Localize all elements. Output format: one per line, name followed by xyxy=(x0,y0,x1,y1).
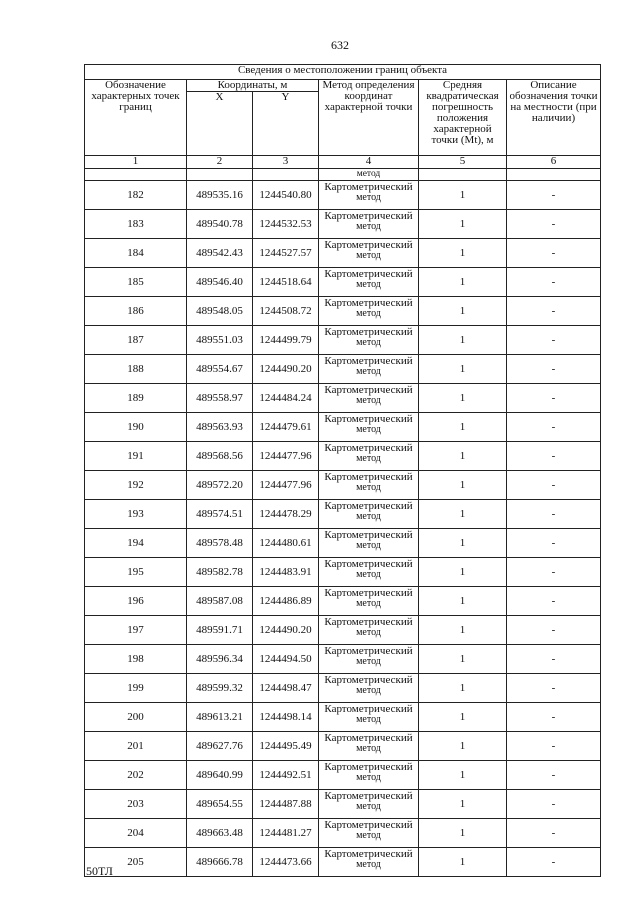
method-line-1: Картометрический xyxy=(324,239,413,251)
coord-x: 489546.40 xyxy=(187,268,253,297)
method xyxy=(319,703,419,732)
mean-error: 1 xyxy=(419,413,507,442)
method xyxy=(319,761,419,790)
method-line-2: метод xyxy=(356,279,381,290)
table-row xyxy=(85,529,601,558)
mean-error: 1 xyxy=(419,471,507,500)
mean-error: 1 xyxy=(419,239,507,268)
coord-y: 1244490.20 xyxy=(253,355,319,384)
point-number: 189 xyxy=(85,384,187,413)
method-line-2: метод xyxy=(356,627,381,638)
column-number: 1 xyxy=(85,156,187,169)
method xyxy=(319,210,419,239)
mean-error: 1 xyxy=(419,819,507,848)
method xyxy=(319,384,419,413)
coord-x: 489542.43 xyxy=(187,239,253,268)
method xyxy=(319,848,419,877)
point-description: - xyxy=(507,181,601,210)
mean-error: 1 xyxy=(419,181,507,210)
method-line-2: метод xyxy=(356,598,381,609)
point-description: - xyxy=(507,587,601,616)
coord-y: 1244484.24 xyxy=(253,384,319,413)
mean-error: 1 xyxy=(419,790,507,819)
coord-x: 489663.48 xyxy=(187,819,253,848)
table-row xyxy=(85,268,601,297)
point-number: 205 xyxy=(85,848,187,877)
method xyxy=(319,500,419,529)
mean-error: 1 xyxy=(419,732,507,761)
point-number: 197 xyxy=(85,616,187,645)
page-number: 632 xyxy=(331,38,349,52)
point-number: 192 xyxy=(85,471,187,500)
coord-x: 489591.71 xyxy=(187,616,253,645)
coord-y: 1244486.89 xyxy=(253,587,319,616)
method-line-1: Картометрический xyxy=(324,500,413,512)
method xyxy=(319,529,419,558)
mean-error: 1 xyxy=(419,210,507,239)
coord-y: 1244532.53 xyxy=(253,210,319,239)
method-line-2: метод xyxy=(356,743,381,754)
mean-error: 1 xyxy=(419,674,507,703)
table-row xyxy=(85,761,601,790)
coord-y: 1244473.66 xyxy=(253,848,319,877)
method-line-1: Картометрический xyxy=(324,848,413,860)
table-row xyxy=(85,239,601,268)
coord-x: 489554.67 xyxy=(187,355,253,384)
header-x: X xyxy=(187,92,253,156)
point-number: 195 xyxy=(85,558,187,587)
point-description: - xyxy=(507,355,601,384)
coord-x: 489548.05 xyxy=(187,297,253,326)
method xyxy=(319,413,419,442)
point-number: 202 xyxy=(85,761,187,790)
method-line-1: Картометрический xyxy=(324,268,413,280)
point-description: - xyxy=(507,558,601,587)
header-point-designation: Обозначение характерных точек границ xyxy=(85,80,187,156)
method xyxy=(319,471,419,500)
boundary-points-table xyxy=(84,64,601,877)
coord-y: 1244477.96 xyxy=(253,442,319,471)
method-line-2: метод xyxy=(356,308,381,319)
method-line-1: Картометрический xyxy=(324,819,413,831)
coord-y: 1244498.47 xyxy=(253,674,319,703)
method xyxy=(319,558,419,587)
method-line-2: метод xyxy=(356,685,381,696)
footer-code: 50ТЛ xyxy=(86,864,113,878)
table-row xyxy=(85,471,601,500)
coord-x: 489613.21 xyxy=(187,703,253,732)
method-line-1: Картометрический xyxy=(324,558,413,570)
coord-x: 489574.51 xyxy=(187,500,253,529)
point-description: - xyxy=(507,732,601,761)
header-method: Метод определения координат характерной точки xyxy=(319,80,419,156)
coord-x: 489572.20 xyxy=(187,471,253,500)
mean-error: 1 xyxy=(419,761,507,790)
method xyxy=(319,674,419,703)
table-row xyxy=(85,587,601,616)
method-line-2: метод xyxy=(356,714,381,725)
coord-y: 1244518.64 xyxy=(253,268,319,297)
table-title: Сведения о местоположении границ объекта xyxy=(85,65,601,80)
point-description: - xyxy=(507,210,601,239)
point-number: 187 xyxy=(85,326,187,355)
coord-y: 1244527.57 xyxy=(253,239,319,268)
column-number: 5 xyxy=(419,156,507,169)
point-number: 196 xyxy=(85,587,187,616)
method-line-1: Картометрический xyxy=(324,790,413,802)
method-line-1: Картометрический xyxy=(324,326,413,338)
point-description: - xyxy=(507,645,601,674)
method-line-1: Картометрический xyxy=(324,442,413,454)
coord-x: 489627.76 xyxy=(187,732,253,761)
table-row xyxy=(85,819,601,848)
coord-x: 489582.78 xyxy=(187,558,253,587)
coord-x: 489599.32 xyxy=(187,674,253,703)
coord-x: 489654.55 xyxy=(187,790,253,819)
coord-x: 489568.56 xyxy=(187,442,253,471)
mean-error: 1 xyxy=(419,848,507,877)
method-line-2: метод xyxy=(356,337,381,348)
mean-error: 1 xyxy=(419,645,507,674)
table-row xyxy=(85,616,601,645)
point-description: - xyxy=(507,790,601,819)
method-line-1: Картометрический xyxy=(324,471,413,483)
mean-error: 1 xyxy=(419,384,507,413)
method-line-1: Картометрический xyxy=(324,529,413,541)
method xyxy=(319,297,419,326)
table-row xyxy=(85,297,601,326)
point-number: 204 xyxy=(85,819,187,848)
coord-y: 1244481.27 xyxy=(253,819,319,848)
method-line-2: метод xyxy=(356,656,381,667)
method-line-1: Картометрический xyxy=(324,645,413,657)
header-coordinates: Координаты, м xyxy=(187,80,319,92)
table-row xyxy=(85,703,601,732)
column-number: 6 xyxy=(507,156,601,169)
point-description: - xyxy=(507,326,601,355)
point-description: - xyxy=(507,616,601,645)
method xyxy=(319,616,419,645)
point-number: 198 xyxy=(85,645,187,674)
point-number: 201 xyxy=(85,732,187,761)
header-description: Описание обозначения точки на местности (при наличии) xyxy=(507,80,601,156)
column-number: 4 xyxy=(319,156,419,169)
method-line-1: Картометрический xyxy=(324,210,413,222)
coord-x: 489578.48 xyxy=(187,529,253,558)
coord-y: 1244494.50 xyxy=(253,645,319,674)
method-line-2: метод xyxy=(356,540,381,551)
coord-y: 1244478.29 xyxy=(253,500,319,529)
method-line-1: Картометрический xyxy=(324,616,413,628)
column-number: 3 xyxy=(253,156,319,169)
header-y: Y xyxy=(253,92,319,156)
point-number: 199 xyxy=(85,674,187,703)
method-line-2: метод xyxy=(356,221,381,232)
method xyxy=(319,587,419,616)
mean-error: 1 xyxy=(419,442,507,471)
table-row xyxy=(85,384,601,413)
table-row xyxy=(85,645,601,674)
column-number: 2 xyxy=(187,156,253,169)
method-line-1: Картометрический xyxy=(324,297,413,309)
coord-x: 489640.99 xyxy=(187,761,253,790)
coord-x: 489587.08 xyxy=(187,587,253,616)
method xyxy=(319,181,419,210)
coord-y: 1244499.79 xyxy=(253,326,319,355)
method xyxy=(319,645,419,674)
method-line-2: метод xyxy=(356,395,381,406)
point-description: - xyxy=(507,297,601,326)
table-row xyxy=(85,732,601,761)
method-line-1: Картометрический xyxy=(324,355,413,367)
point-description: - xyxy=(507,848,601,877)
coord-y: 1244508.72 xyxy=(253,297,319,326)
point-description: - xyxy=(507,674,601,703)
point-description: - xyxy=(507,529,601,558)
coord-x: 489535.16 xyxy=(187,181,253,210)
coord-y: 1244479.61 xyxy=(253,413,319,442)
method-line-2: метод xyxy=(356,569,381,580)
mean-error: 1 xyxy=(419,326,507,355)
mean-error: 1 xyxy=(419,587,507,616)
point-description: - xyxy=(507,819,601,848)
method xyxy=(319,326,419,355)
method-line-2: метод xyxy=(356,192,381,203)
method xyxy=(319,355,419,384)
continuation-text: метод xyxy=(319,169,419,181)
point-number: 186 xyxy=(85,297,187,326)
mean-error: 1 xyxy=(419,355,507,384)
point-number: 182 xyxy=(85,181,187,210)
coord-y: 1244495.49 xyxy=(253,732,319,761)
coord-y: 1244477.96 xyxy=(253,471,319,500)
point-description: - xyxy=(507,442,601,471)
coord-y: 1244487.88 xyxy=(253,790,319,819)
coord-x: 489563.93 xyxy=(187,413,253,442)
coord-y: 1244480.61 xyxy=(253,529,319,558)
point-number: 203 xyxy=(85,790,187,819)
mean-error: 1 xyxy=(419,558,507,587)
table-row xyxy=(85,558,601,587)
method-line-2: метод xyxy=(356,366,381,377)
method xyxy=(319,442,419,471)
table-row xyxy=(85,500,601,529)
coord-y: 1244490.20 xyxy=(253,616,319,645)
mean-error: 1 xyxy=(419,616,507,645)
coord-y: 1244498.14 xyxy=(253,703,319,732)
table-row xyxy=(85,674,601,703)
table-row xyxy=(85,848,601,877)
table-row xyxy=(85,326,601,355)
method-line-1: Картометрический xyxy=(324,732,413,744)
point-description: - xyxy=(507,471,601,500)
coord-x: 489596.34 xyxy=(187,645,253,674)
point-description: - xyxy=(507,703,601,732)
method xyxy=(319,732,419,761)
method xyxy=(319,819,419,848)
point-description: - xyxy=(507,761,601,790)
method-line-2: метод xyxy=(356,830,381,841)
coord-x: 489666.78 xyxy=(187,848,253,877)
method-line-1: Картометрический xyxy=(324,384,413,396)
header-mean-error: Средняя квадратическая погрешность положения характерной точки (Mt), м xyxy=(419,80,507,156)
point-description: - xyxy=(507,384,601,413)
coord-y: 1244540.80 xyxy=(253,181,319,210)
method xyxy=(319,268,419,297)
coord-x: 489551.03 xyxy=(187,326,253,355)
method-line-2: метод xyxy=(356,801,381,812)
method-line-1: Картометрический xyxy=(324,761,413,773)
point-description: - xyxy=(507,239,601,268)
method-line-2: метод xyxy=(356,482,381,493)
mean-error: 1 xyxy=(419,268,507,297)
method-line-2: метод xyxy=(356,424,381,435)
point-number: 183 xyxy=(85,210,187,239)
mean-error: 1 xyxy=(419,500,507,529)
coord-y: 1244492.51 xyxy=(253,761,319,790)
point-number: 191 xyxy=(85,442,187,471)
table-row xyxy=(85,355,601,384)
coord-x: 489558.97 xyxy=(187,384,253,413)
method-line-2: метод xyxy=(356,772,381,783)
method-line-1: Картометрический xyxy=(324,413,413,425)
point-description: - xyxy=(507,413,601,442)
table-row xyxy=(85,210,601,239)
method xyxy=(319,239,419,268)
method-line-1: Картометрический xyxy=(324,703,413,715)
method-line-1: Картометрический xyxy=(324,674,413,686)
point-description: - xyxy=(507,500,601,529)
coord-x: 489540.78 xyxy=(187,210,253,239)
table-row xyxy=(85,790,601,819)
coord-y: 1244483.91 xyxy=(253,558,319,587)
point-number: 194 xyxy=(85,529,187,558)
table-row xyxy=(85,413,601,442)
mean-error: 1 xyxy=(419,703,507,732)
method xyxy=(319,790,419,819)
mean-error: 1 xyxy=(419,529,507,558)
point-number: 200 xyxy=(85,703,187,732)
table-row xyxy=(85,442,601,471)
method-line-2: метод xyxy=(356,453,381,464)
method-line-1: Картометрический xyxy=(324,181,413,193)
method-line-1: Картометрический xyxy=(324,587,413,599)
point-number: 188 xyxy=(85,355,187,384)
point-description: - xyxy=(507,268,601,297)
method-line-2: метод xyxy=(356,511,381,522)
point-number: 184 xyxy=(85,239,187,268)
continuation-row xyxy=(85,169,601,181)
point-number: 193 xyxy=(85,500,187,529)
point-number: 185 xyxy=(85,268,187,297)
table-row xyxy=(85,181,601,210)
point-number: 190 xyxy=(85,413,187,442)
mean-error: 1 xyxy=(419,297,507,326)
method-line-2: метод xyxy=(356,250,381,261)
method-line-2: метод xyxy=(356,859,381,870)
